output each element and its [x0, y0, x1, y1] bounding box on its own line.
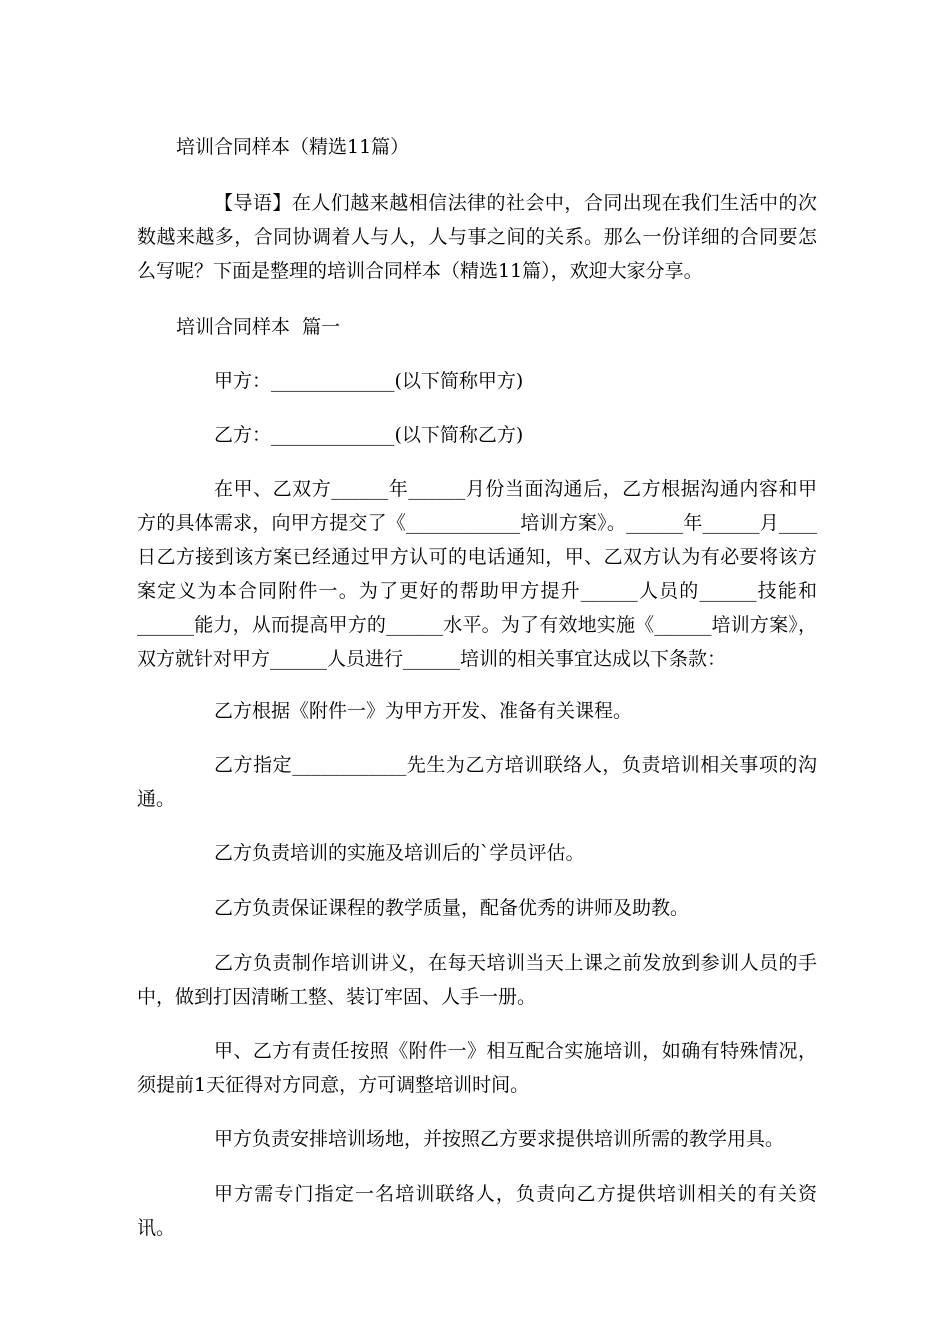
- clause-paragraph: 乙方负责保证课程的教学质量，配备优秀的讲师及助教。: [214, 897, 690, 919]
- party-a-line: 甲方：_____________(以下简称甲方): [214, 370, 524, 392]
- clause-paragraph: 甲方负责安排培训场地，并按照乙方要求提供培训所需的教学用具。: [214, 1128, 785, 1150]
- clause-paragraph: 甲方需专门指定一名培训联络人，负责向乙方提供培训相关的有关资讯。: [137, 1183, 817, 1239]
- clause-paragraph: 乙方指定____________先生为乙方培训联络人，负责培训相关事项的沟通。: [137, 754, 817, 810]
- party-b-line: 乙方：_____________(以下简称乙方): [214, 424, 524, 446]
- intro-paragraph: 【导语】在人们越来越相信法律的社会中，合同出现在我们生活中的次数越来越多，合同协调着人与人，人与事之间的关系。那么一份详细的合同要怎么写呢？下面是整理的培训合同样本（精选11篇），欢迎大家分享。: [137, 192, 817, 282]
- clause-paragraph: 乙方负责制作培训讲义，在每天培训当天上课之前发放到参训人员的手中，做到打因清晰工整、装订牢固、人手一册。: [137, 952, 817, 1008]
- section-title: 培训合同样本 篇一: [176, 316, 341, 338]
- document-title: 培训合同样本（精选11篇）: [176, 136, 410, 158]
- clause-paragraph: 乙方负责培训的实施及培训后的`学员评估。: [214, 842, 585, 864]
- clause-paragraph: 乙方根据《附件一》为甲方开发、准备有关课程。: [214, 700, 633, 722]
- clause-paragraph: 甲、乙方有责任按照《附件一》相互配合实施培训，如确有特殊情况，须提前1天征得对方同意，方可调整培训时间。: [137, 1040, 817, 1096]
- clause-paragraph: 在甲、乙双方______年______月份当面沟通后，乙方根据沟通内容和甲方的具体需求，向甲方提交了《____________培训方案》。______年______月____日乙方接到该方案已经通过甲方认可的电话通知，甲、乙双方认为有必要将该方案定义为本合同附件一。为了更好的帮助甲方提升______人员的______技能和______能力，从而提高甲方的______水平。为了有效地实施《______培训方案》，双方就针对甲方______人员进行______培训的相关事宜达成以下条款：: [137, 478, 817, 670]
